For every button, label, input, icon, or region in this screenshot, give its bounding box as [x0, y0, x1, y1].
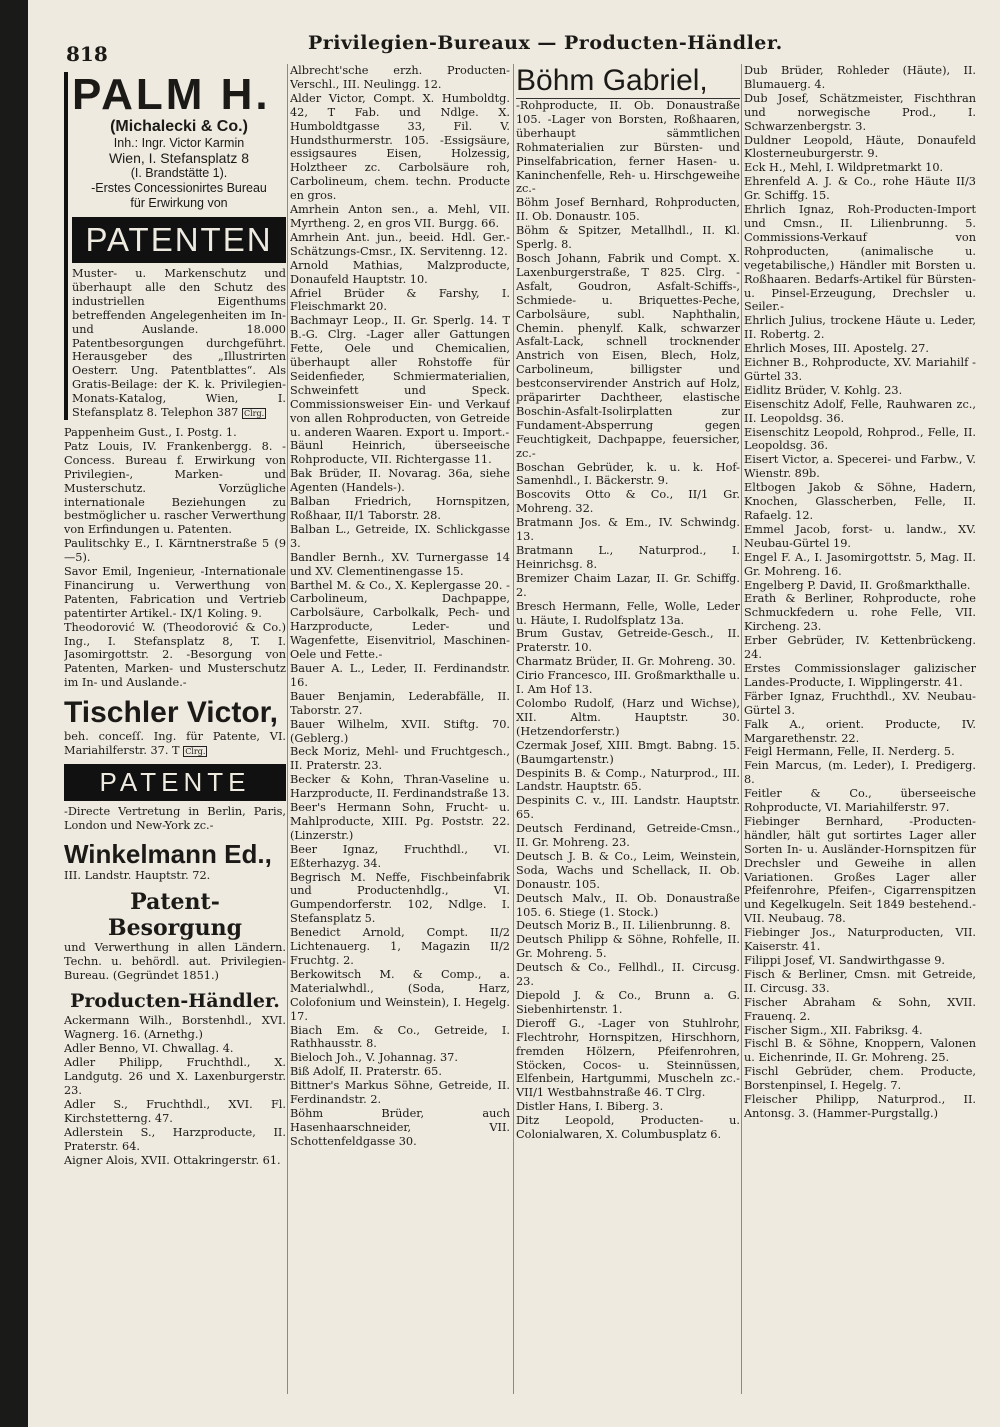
directory-entry: Eck H., Mehl, I. Wildpretmarkt 10. — [744, 161, 944, 175]
directory-entry: Erath & Berliner, Rohproducte, rohe Schmuckfedern u. rohe Felle, VII. Kircheng. 23. — [744, 592, 976, 634]
palm-description-2: für Erwirkung von — [130, 196, 228, 210]
directory-entry: Boschan Gebrüder, k. u. k. Hof-Samenhdl., I. Bäckerstr. 9. — [516, 460, 740, 488]
directory-entry: Deutsch & Co., Fellhdl., II. Circusg. 23. — [516, 961, 740, 989]
directory-entry: Eisenschitz Adolf, Felle, Rauhwaren zc., II. Leopoldsg. 36. — [744, 397, 976, 425]
directory-entry: Czermak Josef, XIII. Bmgt. Babng. 15. (Baumgartenstr.) — [516, 738, 740, 766]
directory-entry: Fiebinger Jos., Naturproducten, VII. Kaiserstr. 41. — [744, 926, 976, 954]
directory-entry: Bauer Wilhelm, XVII. Stiftg. 70. (Geblerg.) — [290, 717, 510, 745]
directory-entry: Ehrlich Moses, III. Apostelg. 27. — [744, 342, 929, 356]
palm-advertisement — [64, 72, 286, 420]
directory-entry: Duldner Leopold, Häute, Donaufeld Klosterneuburgerstr. 9. — [744, 133, 976, 161]
directory-entry: Aigner Alois, XVII. Ottakringerstr. 61. — [64, 1153, 281, 1167]
column-rule — [287, 64, 288, 1394]
directory-entry: Bosch Johann, Fabrik und Compt. X. Laxenburgerstraße, T 825. Clrg. -Asfalt, Goudron, Asfalt-Schiffs-, Schmiede- u. Briquettes-Peche, Carbolsäure, subl. Naphthalin, Chemin. phenylf. Kalk, schwarzer Asfalt-Lack, schnell trocknender Anstrich von Eisen, Blech, Holz, Carbolineum, billigster und bestconservirender Anstrich auf Holz, präparirter Dachtheer, elastische Boschin-Asfalt-Isolirplatten zur Fundament-Absperrung gegen Feuchtigkeit, Dachpappe, feuersicher, zc.- — [516, 251, 740, 460]
page-number: 818 — [66, 42, 108, 66]
palm-address: Wien, I. Stefansplatz 8 — [108, 150, 250, 166]
directory-entry: Beer's Hermann Sohn, Frucht- u. Mahlproducte, XIII. Pg. Poststr. 22. (Linzerstr.) — [290, 801, 510, 842]
directory-entry: Savor Emil, Ingenieur, -Internationale Financirung u. Verwerthung von Patenten, Fabrication und Vertrieb patentirter Artikel.- IX/1 Koling. 9. — [64, 565, 286, 620]
directory-entry: Erstes Commissionslager galizischer Landes-Producte, I. Wipplingerstr. 41. — [744, 661, 976, 689]
patente-banner: PATENTE — [64, 764, 286, 801]
directory-entry: Cirio Francesco, III. Großmarkthalle u. I. Am Hof 13. — [516, 669, 740, 697]
palm-owner: Inh.: Ingr. Victor Karmin — [113, 136, 245, 150]
running-head: Privilegien-Bureaux — Producten-Händler. — [308, 32, 783, 54]
directory-entry: Deutsch Moriz B., II. Lilienbrunng. 8. — [516, 919, 731, 933]
directory-entry: Despinits B. & Comp., Naturprod., III. Landstr. Hauptstr. 65. — [516, 766, 740, 794]
tischler-name: Tischler Victor, — [64, 696, 278, 730]
directory-entry: Biß Adolf, II. Praterstr. 65. — [290, 1065, 442, 1079]
directory-entry: Becker & Kohn, Thran-Vaseline u. Harzproducte, II. Ferdinandstraße 13. — [290, 773, 510, 801]
directory-entry: Eltbogen Jakob & Söhne, Hadern, Knochen, Glasscherben, Felle, II. Rafaelg. 12. — [744, 481, 976, 522]
directory-entry: Theodorović W. (Theodorović & Co.) Ing., I. Stefansplatz 8, T. I. Jasomirgottstr. 2. -Besorgung von Patenten, Marken- und Musterschutz im In- und Auslande.- — [64, 620, 286, 690]
winkelmann-text: III. Landstr. Hauptstr. 72. — [64, 868, 211, 882]
directory-entry: Biach Em. & Co., Getreide, I. Rathhausstr. 8. — [290, 1023, 510, 1051]
directory-entry: Böhm & Spitzer, Metallhdl., II. Kl. Sperlg. 8. — [516, 224, 740, 252]
directory-entry: Fischer Abraham & Sohn, XVII. Frauenq. 2. — [744, 995, 976, 1023]
directory-entry: Feitler & Co., überseeische Rohproducte, VI. Mariahilferstr. 97. — [744, 787, 976, 815]
directory-entry: Adler S., Fruchthdl., XVI. Fl. Kirchstetterng. 47. — [64, 1097, 286, 1125]
directory-entry: Balban L., Getreide, IX. Schlickgasse 3. — [290, 522, 510, 550]
directory-entry: Emmel Jacob, forst- u. landw., XV. Neubau-Gürtel 19. — [744, 522, 976, 550]
directory-entry: Distler Hans, I. Biberg. 3. — [516, 1100, 664, 1114]
directory-entry: Bittner's Markus Söhne, Getreide, II. Ferdinandstr. 2. — [290, 1079, 510, 1107]
directory-entry: Dieroff G., -Lager von Stuhlrohr, Flechtrohr, Hornspitzen, Hirschhorn, fremden Hölzern, Pfeifenrohren, Stöcken, Cocos- u. Steinnüssen, Elfenbein, Hartgummi, Muscheln zc.- VII/1 Westbahnstraße 46. T Clrg. — [516, 1016, 740, 1100]
directory-entry: Deutsch Ferdinand, Getreide-Cmsn., II. Gr. Mohreng. 23. — [516, 822, 740, 850]
directory-entry: Böhm Brüder, auch Hasenhaarschneider, VII. Schottenfeldgasse 30. — [290, 1106, 510, 1148]
directory-entry: Patz Louis, IV. Frankenbergg. 8. -Concess. Bureau f. Erwirkung von Privilegien-, Marken- und Musterschutz. Vorzügliche internationale Beziehungen zu bestmöglicher u. rascher Verwerthung von Erfindungen u. Patenten. — [64, 439, 286, 537]
directory-entry: Boscovits Otto & Co., II/1 Gr. Mohreng. 32. — [516, 488, 740, 516]
directory-entry: Begrisch M. Neffe, Fischbeinfabrik und Productenhdlg., VI. Gumpendorferstr. 102, Ndlge. I. Stefansplatz 5. — [290, 870, 510, 926]
directory-entry: Despinits C. v., III. Landstr. Hauptstr. 65. — [516, 794, 740, 822]
directory-entry: Bachmayr Leop., II. Gr. Sperlg. 14. T B.-G. Clrg. -Lager aller Gattungen Fette, Oele und Chemicalien, überhaupt aller Rohstoffe für Seidenfieder, Schmiermaterialien, Schweinfett und Speck. Commissionsweiser Ein- und Verkauf von allen Rohproducten, von Getreide u. anderen Waaren. Export u. Import.- — [290, 314, 510, 439]
directory-entry: Benedict Arnold, Compt. II/2 Lichtenauerg. 1, Magazin II/2 Fruchtg. 2. — [290, 926, 510, 967]
directory-entry: Fisch & Berliner, Cmsn. mit Getreide, II. Circusg. 33. — [744, 967, 976, 995]
directory-entry: Deutsch J. B. & Co., Leim, Weinstein, Soda, Wachs und Schellack, II. Ob. Donaustr. 105. — [516, 849, 740, 891]
directory-entry: Bandler Bernh., XV. Turnergasse 14 und XV. Clementinengasse 15. — [290, 550, 510, 578]
directory-entry: Ditz Leopold, Producten- u. Colonialwaren, X. Columbusplatz 6. — [516, 1114, 740, 1142]
directory-entry: Färber Ignaz, Fruchthdl., XV. Neubau-Gürtel 3. — [744, 689, 976, 717]
column-4 — [744, 64, 976, 1394]
palm-description: -Erstes Concessionirtes Bureau — [91, 181, 267, 195]
clrg-badge: Clrg. — [185, 746, 206, 756]
directory-entry: Bieloch Joh., V. Johannag. 37. — [290, 1051, 458, 1065]
directory-entry: Charmatz Brüder, II. Gr. Mohreng. 30. — [516, 655, 736, 669]
directory-entry: Amrhein Ant. jun., beeid. Hdl. Ger.-Schätzungs-Cmsr., IX. Servitenng. 12. — [290, 230, 510, 258]
tischler-text — [64, 730, 286, 758]
directory-entry: Fischl Gebrüder, chem. Producte, Borstenpinsel, I. Hegelg. 7. — [744, 1065, 976, 1093]
directory-entry: Diepold J. & Co., Brunn a. G. Siebenhirtenstr. 1. — [516, 989, 740, 1016]
column-rule — [513, 64, 514, 1394]
directory-entry: Adler Benno, VI. Chwallag. 4. — [64, 1042, 234, 1056]
directory-entry: Feigl Hermann, Felle, II. Nerderg. 5. — [744, 745, 955, 759]
directory-entry: Adlerstein S., Harzproducte, II. Praterstr. 64. — [64, 1125, 286, 1153]
directory-entry: Fleischer Philipp, Naturprod., II. Antonsg. 3. (Hammer-Purgstallg.) — [744, 1093, 976, 1120]
directory-entry: Balban Friedrich, Hornspitzen, Roßhaar, II/1 Taborstr. 28. — [290, 495, 510, 522]
directory-entry: Engel F. A., I. Jasomirgottstr. 5, Mag. II. Gr. Mohreng. 16. — [744, 550, 976, 578]
directory-entry: Bak Brüder, II. Novarag. 36a, siehe Agenten (Handels-). — [290, 467, 510, 495]
directory-entry: -Rohproducte, II. Ob. Donaustraße 105. -Lager von Borsten, Roßhaaren, überhaupt sämmtlichen Rohmaterialien zur Bürsten- und Pinselfabrication, ferner Hasen- u. Kaninchenfelle, Reh- u. Hirschgeweihe zc.- — [516, 99, 740, 196]
directory-entry: Afriel Brüder & Farshy, I. Fleischmarkt 20. — [290, 286, 510, 314]
palm-text-body: Muster- u. Markenschutz und überhaupt alle den Schutz des industriellen Eigenthums betreffenden Angelegenheiten im In- und Auslande. 18.000 Patentbesorgungen durchgeführt. Herausgeber des „Illustrirten Oesterr. Ung. Patentblattes“. Als Gratis-Beilage: der K. k. Privilegien-Monats-Katalog, Wien, I. Stefansplatz 8. Telephon 387 — [72, 267, 286, 420]
directory-entry: Dub Brüder, Rohleder (Häute), II. Blumauerg. 4. — [744, 64, 976, 91]
directory-entry: Bremizer Chaim Lazar, II. Gr. Schiffg. 2. — [516, 571, 740, 599]
directory-entry: Bauer Benjamin, Lederabfälle, II. Taborstr. 27. — [290, 689, 510, 717]
column-rule — [741, 64, 742, 1394]
directory-entry: Eichner B., Rohproducte, XV. Mariahilf - Gürtel 33. — [744, 356, 976, 383]
column-3 — [516, 64, 740, 1394]
directory-entry: Falk A., orient. Producte, IV. Margarethenstr. 22. — [744, 717, 976, 745]
directory-entry: Bratmann Jos. & Em., IV. Schwindg. 13. — [516, 516, 740, 544]
directory-entry: Deutsch Philipp & Söhne, Rohfelle, II. Gr. Mohreng. 5. — [516, 933, 740, 961]
directory-entry: Beck Moriz, Mehl- und Fruchtgesch., II. Praterstr. 23. — [290, 745, 510, 773]
tischler-text-body: beh. conceſſ. Ing. für Patente, VI. Mariahilferstr. 37. T — [64, 730, 286, 758]
directory-entry: Bresch Hermann, Felle, Wolle, Leder u. Häute, I. Rudolfsplatz 13a. — [516, 599, 740, 627]
bohm-gabriel-head: Böhm Gabriel, — [516, 64, 740, 99]
directory-entry: Alder Victor, Compt. X. Humboldtg. 42, T Fab. und Ndlge. X. Humboldtgasse 33, Fil. V. Hundsthurmerstr. 105. -Essigsäure, essigsaures Eisen, Holzessig, Holztheer zc. Carbolsäure roh, Carbolineum, chem. techn. Producte en gros. — [290, 91, 510, 203]
directory-entry: Engelberg P. David, II. Großmarkthalle. — [744, 578, 971, 592]
directory-entry: Fischl B. & Söhne, Knoppern, Valonen u. Eichenrinde, II. Gr. Mohreng. 25. — [744, 1037, 976, 1065]
directory-entry: Brum Gustav, Getreide-Gesch., II. Praterstr. 10. — [516, 627, 740, 655]
directory-entry: Bratmann L., Naturprod., I. Heinrichsg. 8. — [516, 544, 740, 571]
directory-entry: Pappenheim Gust., I. Postg. 1. — [64, 425, 237, 439]
directory-entry: Ehrlich Julius, trockene Häute u. Leder, II. Robertg. 2. — [744, 314, 976, 342]
section-heading: Producten-Händler. — [70, 990, 280, 1013]
clrg-badge: Clrg. — [243, 408, 265, 418]
directory-entry: Bäunl Heinrich, überseeische Rohproducte, VII. Richtergasse 11. — [290, 439, 510, 467]
directory-entry: Dub Josef, Schätzmeister, Fischthran und norwegische Prod., I. Schwarzenbergstr. 3. — [744, 91, 976, 133]
directory-entry: Erber Gebrüder, IV. Kettenbrückeng. 24. — [744, 634, 976, 662]
directory-entry: Adler Philipp, Fruchthdl., X. Landgutg. 26 und X. Laxenburgerstr. 23. — [64, 1056, 286, 1097]
palm-sub: (Michalecki & Co.) — [110, 118, 248, 135]
besorgung-head: Patent-Besorgung — [108, 888, 242, 941]
directory-entry: Ehrlich Ignaz, Roh-Producten-Import und Cmsn., II. Lilienbrunng. 5. Commissions-Verkauf von Rohproducten, (animalische u. vegetabilische,) Händler mit Borsten u. Roßhaaren. Bedarfs-Artikel für Bürsten- u. Pinsel-Erzeugung, Drechsler u. Seiler.- — [744, 203, 976, 314]
directory-entry: Arnold Mathias, Malzproducte, Donaufeld Hauptstr. 10. — [290, 258, 510, 286]
directory-page — [28, 0, 1000, 1427]
directory-entry: Ackermann Wilh., Borstenhdl., XVI. Wagnerg. 16. (Arnethg.) — [64, 1014, 286, 1042]
directory-entry: Eidlitz Brüder, V. Kohlg. 23. — [744, 383, 903, 397]
directory-entry: Eisenschitz Leopold, Rohprod., Felle, II. Leopoldsg. 36. — [744, 425, 976, 453]
directory-entry: Beer Ignaz, Fruchthdl., VI. Eßterhazyg. 34. — [290, 842, 510, 870]
column-1 — [64, 64, 286, 1394]
directory-entry: Albrecht'sche erzh. Producten-Verschl., III. Neulingg. 12. — [290, 64, 510, 91]
palm-name: PALM H. — [72, 70, 271, 119]
directory-entry: Eisert Victor, a. Specerei- und Farbw., V. Wienstr. 89b. — [744, 453, 976, 481]
directory-entry: Filippi Josef, VI. Sandwirthgasse 9. — [744, 954, 946, 967]
directory-entry: Fiebinger Bernhard, -Producten-händler, hält gut sortirtes Lager aller Sorten In- u. Ausländer-Hornspitzen für Drechsler und Geweihe in allen Variationen. Großes Lager aller Pfeifenrohre, Pfeifen-, Cigarrenspitzen und Kegelkugeln. Seit 1849 bestehend.- VII. Neubaug. 78. — [744, 814, 976, 926]
directory-entry: Paulitschky E., I. Kärntnerstraße 5 (9—5). — [64, 537, 286, 565]
patenten-banner: PATENTEN — [72, 217, 286, 263]
directory-entry: Deutsch Malv., II. Ob. Donaustraße 105. 6. Stiege (1. Stock.) — [516, 891, 740, 919]
directory-entry: Bauer A. L., Leder, II. Ferdinandstr. 16. — [290, 661, 510, 689]
directory-entry: Berkowitsch M. & Comp., a. Materialwhdl., (Soda, Harz, Colofonium und Weinstein), I. Hegelg. 17. — [290, 967, 510, 1023]
palm-address-alt: (I. Brandstätte 1). — [130, 166, 228, 180]
patente-text: -Directe Vertretung in Berlin, Paris, London und New-York zc.- — [64, 805, 286, 832]
directory-entry: Fein Marcus, (m. Leder), I. Predigerg. 8. — [744, 759, 976, 787]
column-2 — [290, 64, 510, 1394]
winkelmann-name: Winkelmann Ed., — [64, 838, 272, 869]
palm-text — [72, 267, 286, 420]
directory-entry: Colombo Rudolf, (Harz und Wichse), XII. Altm. Hauptstr. 30. (Hetzendorferstr.) — [516, 696, 740, 738]
directory-entry: Böhm Josef Bernhard, Rohproducten, II. Ob. Donaustr. 105. — [516, 196, 740, 224]
besorgung-text: und Verwerthung in allen Ländern. Techn. u. behördl. aut. Privilegien-Bureau. (Gegründet 1851.) — [64, 940, 286, 982]
directory-entry: Amrhein Anton sen., a. Mehl, VII. Myrtheng. 2, en gros VII. Burgg. 66. — [290, 203, 510, 230]
directory-entry: Barthel M. & Co., X. Keplergasse 20. -Carbolineum, Dachpappe, Carbolsäure, Carbolkalk, Pech- und Harzproducte, Leder- und Wagenfette, Eisenvitriol, Maschinen-Oele und Fette.- — [290, 578, 510, 662]
directory-entry: Ehrenfeld A. J. & Co., rohe Häute II/3 Gr. Schiffg. 15. — [744, 175, 976, 203]
directory-entry: Fischer Sigm., XII. Fabriksg. 4. — [744, 1023, 923, 1037]
